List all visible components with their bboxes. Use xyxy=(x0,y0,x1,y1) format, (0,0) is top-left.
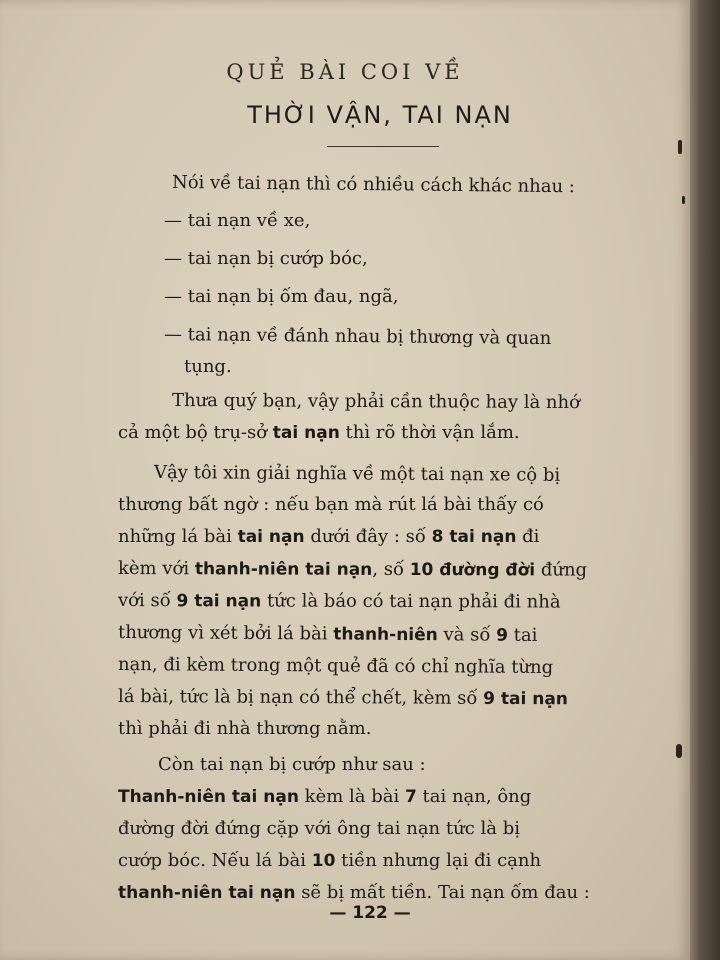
bold-term: 10 đường đời xyxy=(409,560,536,581)
bold-term: thanh-niên tai nạn xyxy=(118,883,296,903)
page-number: — 122 — xyxy=(329,903,411,923)
text-line xyxy=(118,586,561,618)
text-run: và số xyxy=(437,624,497,646)
bold-term: 9 tai nạn xyxy=(483,688,568,710)
text-line xyxy=(118,418,520,448)
text-line xyxy=(118,618,538,651)
text-run: cướp bóc. Nếu lá bài xyxy=(118,850,312,871)
text-run: đứng xyxy=(535,559,588,581)
text-line xyxy=(164,320,552,354)
text-line xyxy=(172,168,575,202)
bold-term: 10 xyxy=(311,851,336,871)
text-run: thì phải đi nhà thương nằm. xyxy=(118,718,372,739)
text-line xyxy=(118,554,587,586)
text-line xyxy=(118,846,541,876)
bold-term: 8 tai nạn xyxy=(431,527,517,547)
text-line xyxy=(118,814,520,844)
chapter-title: THỜI VẬN, TAI NẠN xyxy=(247,101,513,129)
text-line xyxy=(158,750,426,780)
text-run: lá bài, tức là bị nạn có thể chết, kèm số xyxy=(117,686,484,709)
text-run: — tai nạn về đánh nhau bị thương và quan xyxy=(163,324,552,350)
text-run: — tai nạn bị cướp bóc, xyxy=(164,248,368,269)
bold-term: Thanh-niên tai nạn xyxy=(118,787,299,807)
text-line xyxy=(184,352,232,382)
text-run: đường đời đứng cặp với ông tai nạn tức là bị xyxy=(118,818,520,839)
bold-term: 7 xyxy=(404,787,417,807)
text-run: kèm với xyxy=(117,558,195,580)
text-line xyxy=(154,458,560,491)
text-line xyxy=(118,714,371,744)
text-line xyxy=(164,206,310,236)
text-run: thương vì xét bởi lá bài xyxy=(117,622,334,645)
text-run: sẽ bị mất tiền. Tai nạn ốm đau : xyxy=(295,882,590,903)
text-run: tụng. xyxy=(184,356,232,377)
text-line xyxy=(118,782,531,812)
text-run: kèm là bài xyxy=(298,786,405,807)
text-line xyxy=(118,682,568,714)
bold-term: 9 tai nạn xyxy=(176,591,262,612)
text-run: tai xyxy=(507,624,538,646)
text-run: — tai nạn về xe, xyxy=(164,210,311,231)
chapter-subtitle: QUẺ BÀI COI VỀ xyxy=(226,60,464,84)
text-run: Còn tai nạn bị cướp như sau : xyxy=(158,754,426,775)
text-run: dưới đây : số xyxy=(304,526,432,547)
text-run: tức là báo có tai nạn phải đi nhà xyxy=(261,590,561,613)
bold-term: thanh-niên xyxy=(333,624,438,646)
book-spine-edge xyxy=(690,0,720,960)
text-run: cả một bộ trụ-sở xyxy=(118,422,273,443)
text-run: — tai nạn bị ốm đau, ngã, xyxy=(164,286,399,307)
text-run: Vậy tôi xin giải nghĩa về một tai nạn xe cộ bị xyxy=(153,462,561,486)
text-line xyxy=(118,650,553,683)
text-run: nạn, đi kèm trong một quẻ đã có chỉ nghĩa từng xyxy=(117,654,554,679)
bold-term: 9 xyxy=(496,625,509,646)
text-line xyxy=(172,386,580,418)
bold-term: thanh-niên tai nạn xyxy=(194,559,373,580)
text-run: Nói về tai nạn thì có nhiều cách khác nhau : xyxy=(171,172,576,198)
bold-term: tai nạn xyxy=(237,527,305,547)
text-run: tai nạn, ông xyxy=(416,786,532,807)
text-run: đi xyxy=(516,526,540,547)
text-run: Thưa quý bạn, vậy phải cần thuộc hay là nhớ xyxy=(171,390,581,414)
text-run: với số xyxy=(117,590,177,612)
text-run: , số xyxy=(372,558,410,581)
text-run: những lá bài xyxy=(118,526,238,547)
text-line xyxy=(118,490,544,520)
text-line xyxy=(164,244,368,274)
bold-term: tai nạn xyxy=(272,423,340,443)
text-line xyxy=(118,522,539,552)
text-line xyxy=(164,282,398,312)
title-underline xyxy=(327,146,439,147)
text-run: thương bất ngờ : nếu bạn mà rút lá bài thấy có xyxy=(118,494,544,515)
text-run: thì rõ thời vận lắm. xyxy=(339,422,520,443)
text-run: tiền nhưng lại đi cạnh xyxy=(335,850,542,871)
